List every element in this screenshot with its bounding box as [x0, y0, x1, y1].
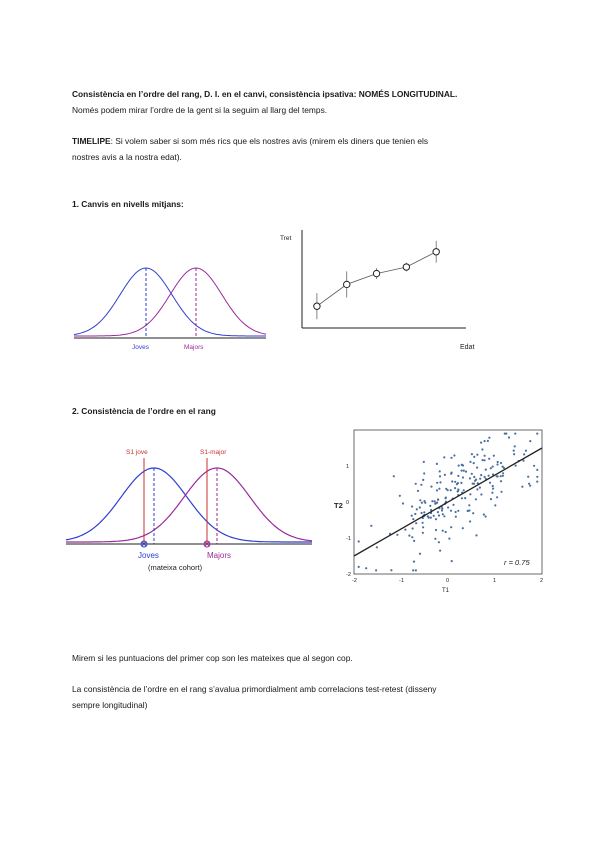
- scatter-point: [514, 433, 516, 435]
- scatter-point: [494, 504, 496, 506]
- scatter-point: [489, 482, 491, 484]
- scatter-point: [497, 475, 499, 477]
- scatter-point: [439, 481, 441, 483]
- scatter-point: [461, 497, 463, 499]
- scatter-point: [463, 489, 465, 491]
- scatter-point: [441, 508, 443, 510]
- scatter-point: [523, 453, 525, 455]
- scatter-point: [431, 500, 433, 502]
- timelipe-paragraph: [72, 133, 428, 149]
- timelipe-text: : Si volem saber si som més rics que els nostres avis (mirem els diners que tenien els: [110, 136, 429, 146]
- scatter-point: [439, 550, 441, 552]
- scatter-point: [484, 440, 486, 442]
- scatter-point: [442, 513, 444, 515]
- scatter-point: [423, 461, 425, 463]
- scatter-point: [460, 482, 462, 484]
- scatter-point: [434, 500, 436, 502]
- scatter-point: [454, 487, 456, 489]
- scatter-point: [500, 480, 502, 482]
- scatter-point: [438, 488, 440, 490]
- scatter-point: [457, 510, 459, 512]
- scatter-point: [450, 489, 452, 491]
- scatter-point: [445, 497, 447, 499]
- scatter-point: [500, 491, 502, 493]
- scatter-point: [416, 508, 418, 510]
- scatter-point: [463, 470, 465, 472]
- x-axis-label: Edat: [460, 344, 475, 351]
- scatter-point: [497, 461, 499, 463]
- same-cohort-caption: (mateixa cohort): [148, 563, 203, 572]
- scatter-point: [417, 490, 419, 492]
- scatter-point: [455, 511, 457, 513]
- scatter-point: [475, 534, 477, 536]
- scatter-point: [404, 529, 406, 531]
- scatter-point: [496, 463, 498, 465]
- scatter-point: [488, 458, 490, 460]
- scatter-point: [473, 456, 475, 458]
- scatter-point: [421, 502, 423, 504]
- scatter-point: [412, 527, 414, 529]
- data-point: [344, 281, 350, 287]
- scatter-point: [492, 466, 494, 468]
- scatter-point: [450, 473, 452, 475]
- scatter-point: [448, 538, 450, 540]
- scatter-point: [437, 499, 439, 501]
- scatter-point: [479, 478, 481, 480]
- scatter-point: [525, 450, 527, 452]
- rank-order-curves-figure: [62, 440, 318, 580]
- y-axis-label: Tret: [280, 235, 292, 242]
- scatter-point: [365, 567, 367, 569]
- scatter-point: [482, 459, 484, 461]
- s1-older-label: S1-major: [200, 449, 227, 456]
- scatter-point: [529, 485, 531, 487]
- scatter-point: [464, 497, 466, 499]
- scatter-point: [462, 527, 464, 529]
- timelipe-label: TIMELIPE: [72, 136, 111, 146]
- scatter-point: [438, 541, 440, 543]
- scatter-point: [488, 475, 490, 477]
- scatter-point: [527, 476, 529, 478]
- scatter-point: [413, 540, 415, 542]
- scatter-point: [481, 448, 483, 450]
- scatter-point: [500, 462, 502, 464]
- scatter-point: [399, 495, 401, 497]
- y-tick-label: -2: [346, 572, 351, 578]
- scatter-point: [473, 476, 475, 478]
- scatter-point: [461, 464, 463, 466]
- x-tick-label: 1: [493, 578, 497, 584]
- scatter-point: [454, 481, 456, 483]
- scatter-point: [415, 483, 417, 485]
- scatter-point: [457, 490, 459, 492]
- older-distribution-curve: [74, 268, 266, 336]
- scatter-point: [469, 461, 471, 463]
- scatter-point: [474, 480, 476, 482]
- scatter-point: [487, 440, 489, 442]
- scatter-point: [522, 460, 524, 462]
- scatter-point: [500, 475, 502, 477]
- older-label: Majors: [184, 344, 204, 351]
- scatter-point: [485, 469, 487, 471]
- scatter-point: [451, 480, 453, 482]
- scatter-point: [490, 467, 492, 469]
- scatter-point: [458, 465, 460, 467]
- scatter-point: [438, 514, 440, 516]
- scatter-point: [485, 515, 487, 517]
- scatter-point: [492, 485, 494, 487]
- scatter-point: [424, 502, 426, 504]
- scatter-point: [376, 546, 378, 548]
- older-label: Majors: [207, 551, 232, 560]
- scatter-point: [492, 488, 494, 490]
- x-axis-label: T1: [442, 588, 450, 594]
- older-distribution-curve: [66, 468, 312, 542]
- scatter-point: [528, 483, 530, 485]
- scatter-point: [408, 535, 410, 537]
- section2-title: 2. Consistència de l’ordre en el rang: [72, 406, 216, 416]
- scatter-point: [468, 509, 470, 511]
- scatter-point: [420, 484, 422, 486]
- scatter-point: [521, 486, 523, 488]
- scatter-point: [419, 506, 421, 508]
- scatter-point: [457, 475, 459, 477]
- x-tick-label: -2: [352, 578, 357, 584]
- scatter-point: [390, 569, 392, 571]
- test-retest-scatterplot: [330, 424, 550, 592]
- scatter-point: [502, 472, 504, 474]
- mean-change-curves-figure: [70, 246, 270, 356]
- young-distribution-curve: [74, 268, 266, 336]
- timelipe-text-cont: nostres avis a la nostra edat).: [72, 152, 182, 162]
- scatter-point: [453, 454, 455, 456]
- x-tick-label: 2: [540, 578, 544, 584]
- scatter-point: [415, 522, 417, 524]
- scatter-point: [462, 476, 464, 478]
- scatter-point: [370, 525, 372, 527]
- scatter-point: [473, 462, 475, 464]
- scatter-point: [513, 453, 515, 455]
- young-label: Joves: [132, 344, 149, 351]
- scatter-point: [472, 512, 474, 514]
- young-label: Joves: [138, 551, 159, 560]
- scatter-point: [415, 569, 417, 571]
- scatter-point: [480, 442, 482, 444]
- scatter-point: [419, 499, 421, 501]
- scatter-point: [411, 515, 413, 517]
- scatter-point: [536, 476, 538, 478]
- scatter-point: [445, 531, 447, 533]
- scatter-point: [439, 475, 441, 477]
- scatter-point: [450, 526, 452, 528]
- scatter-point: [469, 477, 471, 479]
- scatter-point: [471, 473, 473, 475]
- closing-line-1: Mirem si les puntuacions del primer cop son les mateixes que al segon cop.: [72, 653, 353, 663]
- scatter-point: [443, 456, 445, 458]
- scatter-point: [536, 469, 538, 471]
- scatter-point: [503, 467, 505, 469]
- scatter-point: [421, 512, 423, 514]
- scatter-point: [476, 488, 478, 490]
- scatter-point: [450, 510, 452, 512]
- scatter-point: [434, 538, 436, 540]
- scatter-point: [502, 475, 504, 477]
- scatter-point: [504, 433, 506, 435]
- scatter-point: [442, 530, 444, 532]
- y-tick-label: 0: [346, 500, 350, 506]
- scatter-point: [441, 509, 443, 511]
- scatter-point: [396, 534, 398, 536]
- scatter-point: [437, 511, 439, 513]
- s1-young-label: S1 jove: [126, 449, 148, 456]
- scatter-point: [435, 518, 437, 520]
- correlation-annotation: r = 0.75: [504, 558, 530, 567]
- scatter-point: [444, 474, 446, 476]
- scatter-point: [412, 569, 414, 571]
- scatter-point: [471, 453, 473, 455]
- scatter-point: [491, 492, 493, 494]
- data-point: [314, 303, 320, 309]
- scatter-point: [508, 436, 510, 438]
- scatter-point: [493, 455, 495, 457]
- scatter-point: [419, 553, 421, 555]
- scatter-point: [468, 504, 470, 506]
- scatter-point: [429, 505, 431, 507]
- scatter-point: [422, 522, 424, 524]
- scatter-point: [465, 471, 467, 473]
- young-distribution-curve: [66, 468, 312, 542]
- scatter-point: [436, 463, 438, 465]
- scatter-point: [484, 476, 486, 478]
- scatter-point: [533, 465, 535, 467]
- scatter-point: [469, 520, 471, 522]
- scatter-point: [475, 498, 477, 500]
- closing-line-3: sempre longitudinal): [72, 700, 148, 710]
- scatter-point: [483, 513, 485, 515]
- scatter-point: [413, 561, 415, 563]
- y-tick-label: 1: [346, 464, 350, 470]
- scatter-point: [439, 470, 441, 472]
- scatter-point: [536, 481, 538, 483]
- scatter-point: [513, 450, 515, 452]
- scatter-point: [515, 465, 517, 467]
- scatter-point: [393, 475, 395, 477]
- scatter-point: [414, 513, 416, 515]
- scatter-point: [455, 516, 457, 518]
- data-point: [433, 249, 439, 255]
- scatter-point: [422, 526, 424, 528]
- scatter-point: [447, 506, 449, 508]
- scatter-point: [358, 566, 360, 568]
- data-point: [403, 264, 409, 270]
- scatter-point: [488, 437, 490, 439]
- x-tick-label: 0: [446, 578, 450, 584]
- scatter-point: [450, 457, 452, 459]
- scatter-point: [422, 532, 424, 534]
- scatter-point: [430, 517, 432, 519]
- scatter-point: [402, 502, 404, 504]
- scatter-point: [480, 474, 482, 476]
- scatter-point: [430, 486, 432, 488]
- scatter-point: [435, 529, 437, 531]
- scatter-point: [443, 515, 445, 517]
- scatter-point: [536, 433, 538, 435]
- scatter-point: [433, 515, 435, 517]
- scatter-point: [436, 489, 438, 491]
- data-point: [373, 270, 379, 276]
- trait-by-age-figure: [272, 212, 475, 352]
- y-tick-label: -1: [346, 536, 351, 542]
- closing-line-2: La consistència de l’ordre en el rang s’avalua primordialment amb correlacions test-retest (disseny: [72, 684, 437, 694]
- x-tick-label: -1: [399, 578, 404, 584]
- intro-heading: Consistència en l’ordre del rang, D. I. en el canvi, consistència ipsativa: NOMÉS LONGITUDINAL.: [72, 89, 458, 99]
- scatter-point: [490, 498, 492, 500]
- scatter-point: [461, 470, 463, 472]
- scatter-point: [469, 493, 471, 495]
- scatter-point: [423, 511, 425, 513]
- scatter-point: [411, 505, 413, 507]
- y-axis-label: T2: [334, 501, 343, 510]
- scatter-point: [447, 489, 449, 491]
- scatter-point: [514, 445, 516, 447]
- scatter-point: [484, 455, 486, 457]
- scatter-point: [472, 483, 474, 485]
- scatter-point: [529, 440, 531, 442]
- scatter-point: [422, 479, 424, 481]
- scatter-point: [452, 504, 454, 506]
- scatter-point: [412, 518, 414, 520]
- intro-line: Només podem mirar l’ordre de la gent si la seguim al llarg del temps.: [72, 105, 328, 115]
- scatter-point: [456, 483, 458, 485]
- scatter-point: [358, 540, 360, 542]
- scatter-point: [411, 536, 413, 538]
- scatter-point: [427, 515, 429, 517]
- scatter-point: [480, 493, 482, 495]
- scatter-point: [375, 569, 377, 571]
- scatter-point: [436, 482, 438, 484]
- scatter-point: [479, 487, 481, 489]
- scatter-point: [451, 560, 453, 562]
- section1-title: 1. Canvis en nivells mitjans:: [72, 199, 184, 209]
- scatter-point: [476, 467, 478, 469]
- scatter-point: [434, 503, 436, 505]
- scatter-point: [476, 454, 478, 456]
- scatter-point: [484, 459, 486, 461]
- scatter-point: [496, 496, 498, 498]
- scatter-point: [423, 472, 425, 474]
